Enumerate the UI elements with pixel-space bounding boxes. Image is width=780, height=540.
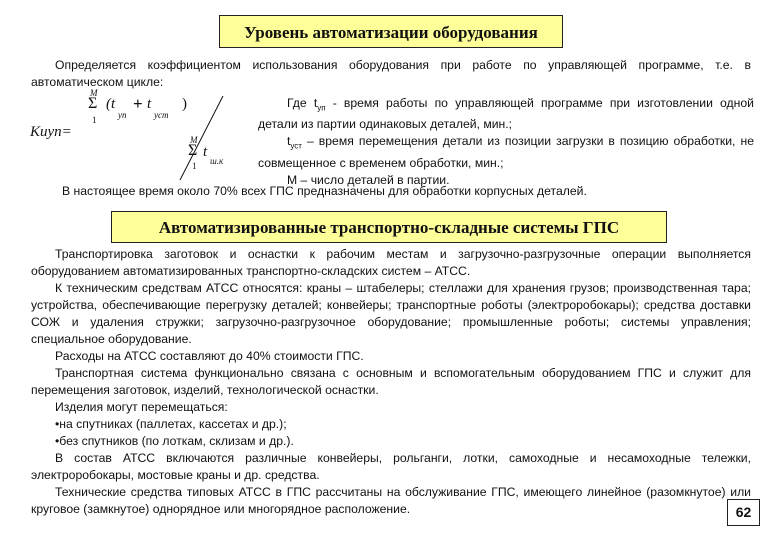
formula-kiup <box>30 88 255 183</box>
bullet-item: •на спутниках (паллетах, кассетах и др.); <box>55 417 287 431</box>
formula-top-sum-upper: M <box>90 88 98 98</box>
paragraph: Технические средства типовых АТСС в ГПС рассчитаны на обслуживание ГПС, имеющего линейное (разомкнутое) или круговое (замкнутое) однорядное или многорядное расположение. <box>31 485 751 516</box>
formula-lhs: Kиуп= <box>30 124 72 140</box>
paragraph: В состав АТСС включаются различные конвейеры, рольганги, лотки, самоходные и несамоходные тележки, электроробокары, мостовые краны и др. средства. <box>31 451 751 482</box>
formula-bot-sum-symbol: Σ <box>188 142 198 159</box>
gps-share-note: В настоящее время около 70% всех ГПС предназначены для обработки корпусных деталей. <box>62 184 587 198</box>
definition-m: М – число деталей в партии. <box>287 172 450 187</box>
formula-top-close: ) <box>182 96 187 112</box>
formula-top-plus: + <box>133 94 143 113</box>
section-title-automation-level: Уровень автоматизации оборудования <box>219 15 563 48</box>
variable-definitions <box>258 95 754 189</box>
formula-top-t2: t <box>147 96 152 112</box>
definition-t-ust: $t_{уст}$ – время перемещения детали из позиции загрузки в позицию обработки, не совмещенное с временем обработки, мин.; <box>258 134 754 170</box>
paragraph: Изделия могут перемещаться: <box>55 400 228 414</box>
formula-bot-t: t <box>203 144 208 160</box>
formula-top-sum-symbol: Σ <box>88 95 98 112</box>
formula-top-sub1: уп <box>118 110 127 120</box>
paragraph: Транспортная система функционально связана с основным и вспомогательным оборудованием ГПС и служит для перемещения заготовок, изделий, технологической оснастки. <box>31 366 751 397</box>
formula-top-sum-lower: 1 <box>92 115 97 125</box>
paragraph: К техническим средствам АТСС относятся: краны – штабелеры; стеллажи для хранения грузов; производственная тара; устройства, обеспечивающие перегрузку деталей; конвейеры; транспортные роботы (электроробокары); средства доставки СОЖ и удаления стружки; загрузочно-разгрузочное оборудование; промышленные роботы; системы управления; специальное оборудование. <box>31 281 751 346</box>
transport-systems-body <box>31 246 751 518</box>
formula-bot-sum-lower: 1 <box>192 161 197 171</box>
formula-bot-sub: ш.к <box>210 156 224 166</box>
formula-bot-sum-upper: M <box>190 135 198 145</box>
paragraph: Расходы на АТСС составляют до 40% стоимости ГПС. <box>55 349 364 363</box>
page-number: 62 <box>727 499 760 526</box>
formula-top-sub2: уст <box>154 110 169 120</box>
paragraph: Транспортировка заготовок и оснастки к рабочим местам и загрузочно-разгрузочные операции выполняется оборудованием автоматизированных транспортно-складских систем – АТСС. <box>31 247 751 278</box>
formula-top-open: (t <box>106 96 116 112</box>
bullet-item: •без спутников (по лоткам, склизам и др.). <box>55 434 294 448</box>
section-title-transport-systems: Автоматизированные транспортно-складные системы ГПС <box>111 211 667 243</box>
definition-t-up: Где $t_{уп}$ - время работы по управляющей программе при изготовлении одной детали из партии одинаковых деталей, мин.; <box>258 96 754 132</box>
intro-paragraph: Определяется коэффициентом использования оборудования при работе по управляющей программе, т.е. в автоматическом цикле: <box>31 58 751 89</box>
